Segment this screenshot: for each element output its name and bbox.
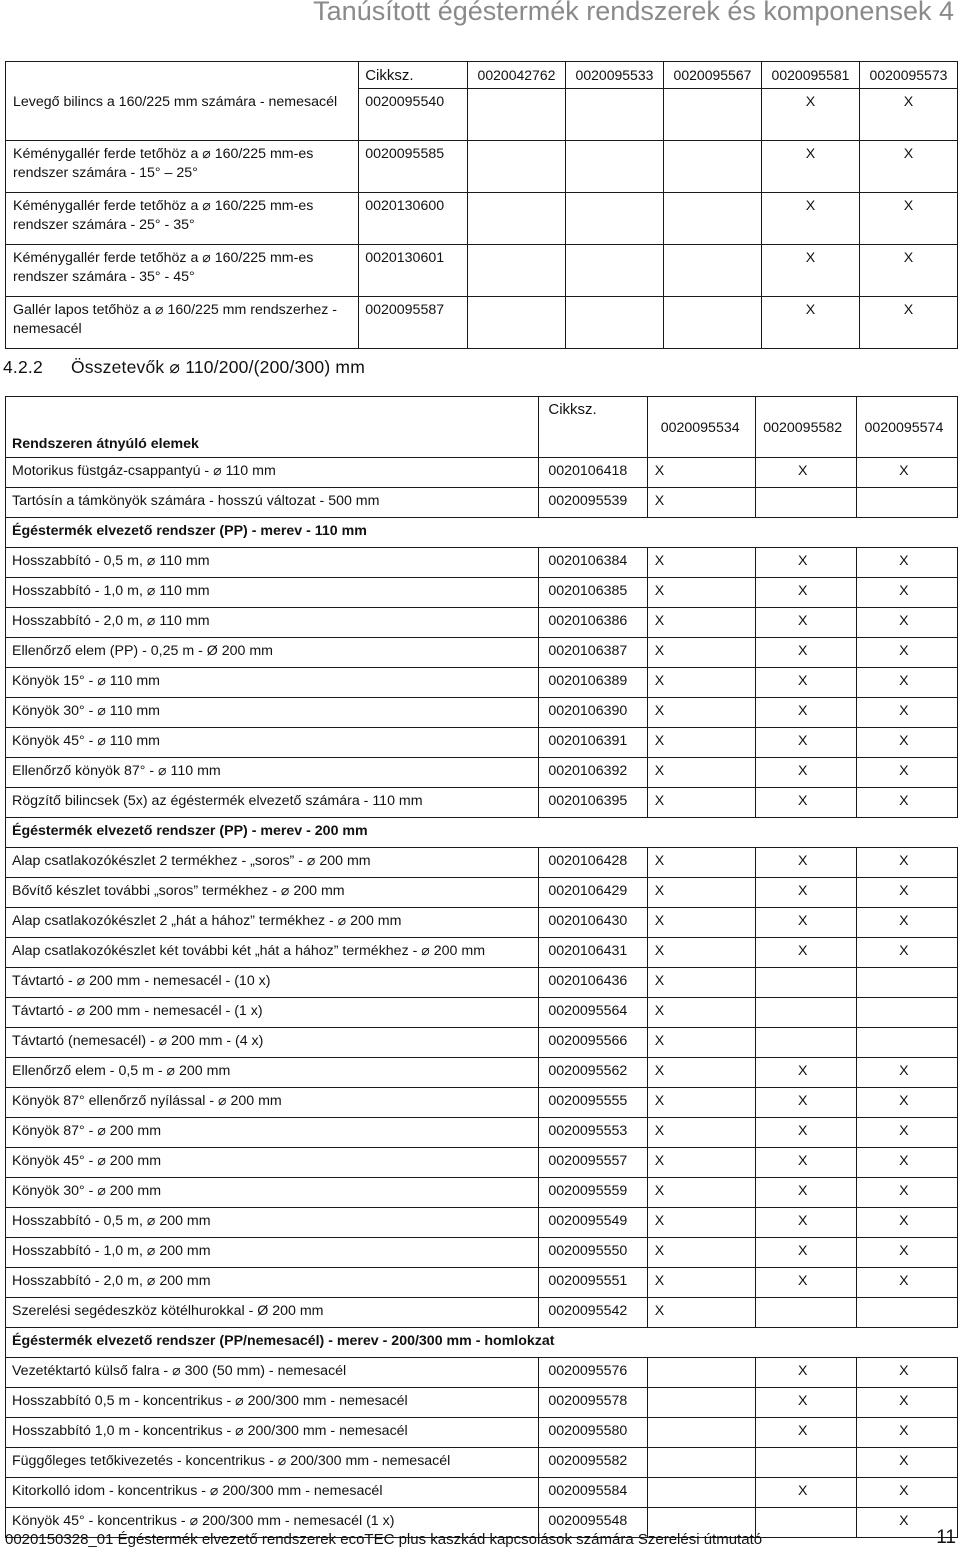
row-article-number: 0020095548 (539, 1508, 647, 1538)
row-article-number: 0020106384 (539, 548, 647, 578)
row-compat-mark: X (859, 193, 957, 245)
header-cikk-label: Cikksz. (359, 62, 468, 89)
row-compat-mark (647, 1478, 755, 1508)
row-compat-mark: X (647, 548, 755, 578)
table-row (6, 458, 958, 488)
row-article-number: 0020095582 (539, 1448, 647, 1478)
table-row (6, 548, 958, 578)
table-row (6, 1448, 958, 1478)
row-description: Hosszabbító - 2,0 m, ⌀ 110 mm (6, 608, 539, 638)
row-compat-mark: X (856, 1148, 957, 1178)
row-compat-mark: X (647, 1118, 755, 1148)
row-compat-mark: X (647, 938, 755, 968)
row-compat-mark: X (647, 638, 755, 668)
row-compat-mark: X (856, 1388, 957, 1418)
row-compat-mark: X (856, 1208, 957, 1238)
header-blank-cell (6, 62, 359, 89)
row-compat-mark: X (755, 578, 856, 608)
row-compat-mark: X (755, 1088, 856, 1118)
row-compat-mark (663, 193, 761, 245)
table-header-row (6, 62, 958, 89)
row-compat-mark: X (755, 1418, 856, 1448)
table-header-row (6, 397, 958, 458)
row-description: Vezetéktartó külső falra - ⌀ 300 (50 mm) - nemesacél (6, 1358, 539, 1388)
row-compat-mark: X (856, 698, 957, 728)
row-compat-mark: X (647, 758, 755, 788)
row-compat-mark (647, 1418, 755, 1448)
row-compat-mark: X (856, 908, 957, 938)
row-compat-mark: X (856, 1088, 957, 1118)
row-article-number: 0020106389 (539, 668, 647, 698)
table-top (5, 61, 958, 349)
row-article-number: 0020095539 (539, 488, 647, 518)
row-compat-mark: X (647, 1268, 755, 1298)
table-row (6, 728, 958, 758)
header-article-column: 0020095573 (859, 62, 957, 89)
row-compat-mark: X (647, 968, 755, 998)
table-row (6, 998, 958, 1028)
row-article-number: 0020106387 (539, 638, 647, 668)
row-compat-mark: X (856, 458, 957, 488)
table-row (6, 1298, 958, 1328)
row-compat-mark: X (856, 938, 957, 968)
row-description: Hosszabbító - 2,0 m, ⌀ 200 mm (6, 1268, 539, 1298)
table-row (6, 89, 958, 141)
row-description: Alap csatlakozókészlet 2 „hát a hához” termékhez - ⌀ 200 mm (6, 908, 539, 938)
row-compat-mark: X (856, 788, 957, 818)
row-compat-mark (647, 1388, 755, 1418)
row-compat-mark (755, 1028, 856, 1058)
row-article-number: 0020106391 (539, 728, 647, 758)
row-description: Könyök 87° - ⌀ 200 mm (6, 1118, 539, 1148)
row-description: Ellenőrző könyök 87° - ⌀ 110 mm (6, 758, 539, 788)
row-description: Ellenőrző elem (PP) - 0,25 m - Ø 200 mm (6, 638, 539, 668)
table-row (6, 698, 958, 728)
row-description: Tartósín a támkönyök számára - hosszú változat - 500 mm (6, 488, 539, 518)
row-article-number: 0020106418 (539, 458, 647, 488)
row-compat-mark (755, 488, 856, 518)
row-description: Hosszabbító 0,5 m - koncentrikus - ⌀ 200/300 mm - nemesacél (6, 1388, 539, 1418)
row-article-number: 0020106392 (539, 758, 647, 788)
row-article-number: 0020106431 (539, 938, 647, 968)
row-compat-mark: X (856, 1358, 957, 1388)
row-description: Rögzítő bilincsek (5x) az égéstermék elvezető számára - 110 mm (6, 788, 539, 818)
footer-doc-ref: 0020150328_01 Égéstermék elvezető rendszerek ecoTEC plus kaszkád kapcsolások számára Szerelési útmutató (5, 1531, 763, 1548)
row-compat-mark (856, 1028, 957, 1058)
header-article-column: 0020095533 (565, 62, 663, 89)
row-description: Könyök 45° - ⌀ 200 mm (6, 1148, 539, 1178)
row-description: Szerelési segédeszköz kötélhurokkal - Ø 200 mm (6, 1298, 539, 1328)
row-description: Kitorkolló idom - koncentrikus - ⌀ 200/300 mm - nemesacél (6, 1478, 539, 1508)
row-article-number: 0020095576 (539, 1358, 647, 1388)
row-compat-mark: X (856, 1118, 957, 1148)
row-compat-mark: X (755, 1058, 856, 1088)
table-row (6, 193, 958, 245)
row-compat-mark: X (856, 878, 957, 908)
row-compat-mark: X (647, 1238, 755, 1268)
row-compat-mark: X (647, 488, 755, 518)
row-compat-mark: X (856, 608, 957, 638)
row-description: Könyök 30° - ⌀ 110 mm (6, 698, 539, 728)
table-row (6, 578, 958, 608)
row-compat-mark: X (761, 193, 859, 245)
row-compat-mark: X (755, 1148, 856, 1178)
row-compat-mark: X (755, 668, 856, 698)
row-description: Levegő bilincs a 160/225 mm számára - nemesacél (6, 89, 359, 141)
row-article-number: 0020095562 (539, 1058, 647, 1088)
table-row (6, 488, 958, 518)
row-article-number: 0020106390 (539, 698, 647, 728)
row-description: Távtartó - ⌀ 200 mm - nemesacél - (10 x) (6, 968, 539, 998)
row-article-number: 0020095587 (359, 297, 468, 349)
row-description: Bővítő készlet további „soros” termékhez - ⌀ 200 mm (6, 878, 539, 908)
section-row (6, 518, 958, 548)
row-description: Hosszabbító - 0,5 m, ⌀ 110 mm (6, 548, 539, 578)
row-compat-mark: X (859, 297, 957, 349)
row-compat-mark: X (755, 1478, 856, 1508)
row-compat-mark (755, 1448, 856, 1478)
row-compat-mark (663, 245, 761, 297)
row-compat-mark (565, 245, 663, 297)
row-compat-mark: X (647, 728, 755, 758)
row-article-number: 0020095559 (539, 1178, 647, 1208)
row-compat-mark: X (755, 788, 856, 818)
table-row (6, 1028, 958, 1058)
row-compat-mark: X (647, 698, 755, 728)
row-compat-mark: X (647, 1028, 755, 1058)
row-article-number: 0020095564 (539, 998, 647, 1028)
row-compat-mark: X (856, 638, 957, 668)
row-compat-mark: X (647, 668, 755, 698)
row-compat-mark: X (755, 1238, 856, 1268)
row-compat-mark (565, 141, 663, 193)
row-description: Hosszabbító - 0,5 m, ⌀ 200 mm (6, 1208, 539, 1238)
table-row (6, 1418, 958, 1448)
row-description: Gallér lapos tetőhöz a ⌀ 160/225 mm rendszerhez - nemesacél (6, 297, 359, 349)
section-row (6, 818, 958, 848)
row-compat-mark: X (856, 1508, 957, 1538)
row-compat-mark: X (761, 141, 859, 193)
table-row (6, 638, 958, 668)
row-compat-mark: X (755, 548, 856, 578)
row-compat-mark (565, 89, 663, 141)
row-compat-mark: X (647, 578, 755, 608)
row-compat-mark (467, 89, 565, 141)
header-cikk-label: Cikksz. (539, 397, 647, 458)
section-title: Összetevők ⌀ 110/200/(200/300) mm (70, 357, 365, 377)
table-row (6, 245, 958, 297)
row-compat-mark: X (755, 1118, 856, 1148)
row-description: Hosszabbító 1,0 m - koncentrikus - ⌀ 200/300 mm - nemesacél (6, 1418, 539, 1448)
row-article-number: 0020095584 (539, 1478, 647, 1508)
row-compat-mark: X (755, 938, 856, 968)
section-row (6, 1328, 958, 1358)
table-row (6, 1148, 958, 1178)
row-compat-mark (467, 141, 565, 193)
row-article-number: 0020106395 (539, 788, 647, 818)
row-article-number: 0020095557 (539, 1148, 647, 1178)
row-compat-mark: X (761, 89, 859, 141)
row-compat-mark: X (856, 1178, 957, 1208)
row-description: Távtartó (nemesacél) - ⌀ 200 mm - (4 x) (6, 1028, 539, 1058)
row-article-number: 0020130601 (359, 245, 468, 297)
row-compat-mark: X (856, 1058, 957, 1088)
row-compat-mark: X (755, 758, 856, 788)
row-compat-mark (856, 488, 957, 518)
row-compat-mark: X (859, 141, 957, 193)
row-article-number: 0020095580 (539, 1418, 647, 1448)
row-compat-mark: X (859, 89, 957, 141)
row-compat-mark (565, 193, 663, 245)
row-compat-mark: X (755, 728, 856, 758)
section-row-label: Égéstermék elvezető rendszer (PP) - merev - 200 mm (6, 818, 958, 848)
row-description: Könyök 15° - ⌀ 110 mm (6, 668, 539, 698)
row-compat-mark (663, 89, 761, 141)
table-row (6, 1178, 958, 1208)
table-row (6, 297, 958, 349)
row-article-number: 0020106385 (539, 578, 647, 608)
row-description: Alap csatlakozókészlet két további két „hát a hához” termékhez - ⌀ 200 mm (6, 938, 539, 968)
row-description: Motorikus füstgáz-csappantyú - ⌀ 110 mm (6, 458, 539, 488)
row-compat-mark: X (755, 638, 856, 668)
row-article-number: 0020095553 (539, 1118, 647, 1148)
row-compat-mark (755, 968, 856, 998)
row-article-number: 0020095585 (359, 141, 468, 193)
row-description: Kéménygallér ferde tetőhöz a ⌀ 160/225 mm-es rendszer számára - 15° – 25° (6, 141, 359, 193)
table-row (6, 908, 958, 938)
section-row-label: Égéstermék elvezető rendszer (PP) - merev - 110 mm (6, 518, 958, 548)
row-description: Távtartó - ⌀ 200 mm - nemesacél - (1 x) (6, 998, 539, 1028)
row-compat-mark: X (856, 668, 957, 698)
page-header: Tanúsított égéstermék rendszerek és komponensek 4 (313, 0, 954, 26)
row-compat-mark (755, 1508, 856, 1538)
row-compat-mark (647, 1448, 755, 1478)
row-compat-mark (663, 297, 761, 349)
row-article-number: 0020130600 (359, 193, 468, 245)
table-row (6, 668, 958, 698)
table-row (6, 758, 958, 788)
row-article-number: 0020106436 (539, 968, 647, 998)
row-compat-mark: X (647, 998, 755, 1028)
row-compat-mark: X (755, 608, 856, 638)
table-row (6, 938, 958, 968)
row-compat-mark (565, 297, 663, 349)
row-compat-mark: X (856, 548, 957, 578)
row-article-number: 0020095542 (539, 1298, 647, 1328)
row-article-number: 0020095578 (539, 1388, 647, 1418)
row-description: Kéménygallér ferde tetőhöz a ⌀ 160/225 mm-es rendszer számára - 35° - 45° (6, 245, 359, 297)
table-row (6, 1208, 958, 1238)
row-compat-mark (856, 968, 957, 998)
table-row (6, 1118, 958, 1148)
row-compat-mark: X (647, 908, 755, 938)
row-compat-mark: X (755, 1178, 856, 1208)
row-compat-mark: X (755, 1208, 856, 1238)
table-row (6, 1238, 958, 1268)
row-compat-mark: X (755, 908, 856, 938)
row-compat-mark: X (761, 297, 859, 349)
row-description: Könyök 45° - koncentrikus - ⌀ 200/300 mm - nemesacél (1 x) (6, 1508, 539, 1538)
row-article-number: 0020106386 (539, 608, 647, 638)
row-description: Hosszabbító - 1,0 m, ⌀ 200 mm (6, 1238, 539, 1268)
header-article-column: 0020095574 (856, 397, 957, 458)
row-compat-mark: X (647, 878, 755, 908)
row-description: Alap csatlakozókészlet 2 termékhez - „soros” - ⌀ 200 mm (6, 848, 539, 878)
row-description: Ellenőrző elem - 0,5 m - ⌀ 200 mm (6, 1058, 539, 1088)
section-heading (3, 357, 365, 378)
table-row (6, 1088, 958, 1118)
row-compat-mark: X (755, 1268, 856, 1298)
row-compat-mark: X (755, 848, 856, 878)
row-compat-mark: X (647, 1298, 755, 1328)
row-compat-mark: X (647, 608, 755, 638)
table-row (6, 1478, 958, 1508)
row-compat-mark: X (647, 1178, 755, 1208)
row-article-number: 0020095550 (539, 1238, 647, 1268)
header-article-column: 0020095581 (761, 62, 859, 89)
row-compat-mark: X (856, 1418, 957, 1448)
row-article-number: 0020106429 (539, 878, 647, 908)
row-compat-mark: X (755, 1388, 856, 1418)
row-compat-mark: X (647, 458, 755, 488)
row-compat-mark: X (647, 848, 755, 878)
row-compat-mark: X (856, 848, 957, 878)
header-article-column: 0020095567 (663, 62, 761, 89)
row-compat-mark: X (755, 458, 856, 488)
table-row (6, 1268, 958, 1298)
table-row (6, 608, 958, 638)
row-compat-mark (647, 1358, 755, 1388)
row-compat-mark (755, 1298, 856, 1328)
row-description: Hosszabbító - 1,0 m, ⌀ 110 mm (6, 578, 539, 608)
row-compat-mark: X (647, 1148, 755, 1178)
table-row (6, 141, 958, 193)
table-row (6, 968, 958, 998)
footer-page-number: 11 (936, 1527, 956, 1548)
row-compat-mark: X (755, 1358, 856, 1388)
row-compat-mark (856, 1298, 957, 1328)
row-compat-mark: X (856, 1238, 957, 1268)
row-article-number: 0020095549 (539, 1208, 647, 1238)
row-description: Függőleges tetőkivezetés - koncentrikus - ⌀ 200/300 mm - nemesacél (6, 1448, 539, 1478)
row-compat-mark (467, 245, 565, 297)
row-compat-mark: X (647, 1208, 755, 1238)
section-row-label: Égéstermék elvezető rendszer (PP/nemesacél) - merev - 200/300 mm - homlokzat (6, 1328, 958, 1358)
row-article-number: 0020095555 (539, 1088, 647, 1118)
row-compat-mark (467, 297, 565, 349)
row-article-number: 0020095540 (359, 89, 468, 141)
row-compat-mark: X (859, 245, 957, 297)
row-article-number: 0020106428 (539, 848, 647, 878)
table-row (6, 848, 958, 878)
row-description: Könyök 30° - ⌀ 200 mm (6, 1178, 539, 1208)
row-description: Könyök 45° - ⌀ 110 mm (6, 728, 539, 758)
row-compat-mark (755, 998, 856, 1028)
section-number: 4.2.2 (3, 357, 43, 377)
row-compat-mark: X (856, 728, 957, 758)
row-article-number: 0020106430 (539, 908, 647, 938)
table-row (6, 1388, 958, 1418)
table-row (6, 1358, 958, 1388)
row-compat-mark: X (647, 1088, 755, 1118)
row-compat-mark: X (856, 578, 957, 608)
header-article-column: 0020095582 (755, 397, 856, 458)
row-description: Könyök 87° ellenőrző nyílással - ⌀ 200 mm (6, 1088, 539, 1118)
table-components (5, 396, 958, 1538)
table-row (6, 788, 958, 818)
row-article-number: 0020095551 (539, 1268, 647, 1298)
row-compat-mark (663, 141, 761, 193)
header-article-column: 0020042762 (467, 62, 565, 89)
row-compat-mark (467, 193, 565, 245)
row-compat-mark: X (856, 1268, 957, 1298)
header-article-column: 0020095534 (647, 397, 755, 458)
row-compat-mark (856, 998, 957, 1028)
row-compat-mark: X (755, 698, 856, 728)
row-compat-mark: X (755, 878, 856, 908)
row-compat-mark: X (647, 788, 755, 818)
table-row (6, 878, 958, 908)
row-compat-mark: X (761, 245, 859, 297)
row-compat-mark: X (647, 1058, 755, 1088)
table-row (6, 1058, 958, 1088)
row-compat-mark: X (856, 758, 957, 788)
row-compat-mark: X (856, 1448, 957, 1478)
header-group-label: Rendszeren átnyúló elemek (6, 397, 539, 458)
row-compat-mark: X (856, 1478, 957, 1508)
row-description: Kéménygallér ferde tetőhöz a ⌀ 160/225 mm-es rendszer számára - 25° - 35° (6, 193, 359, 245)
row-article-number: 0020095566 (539, 1028, 647, 1058)
